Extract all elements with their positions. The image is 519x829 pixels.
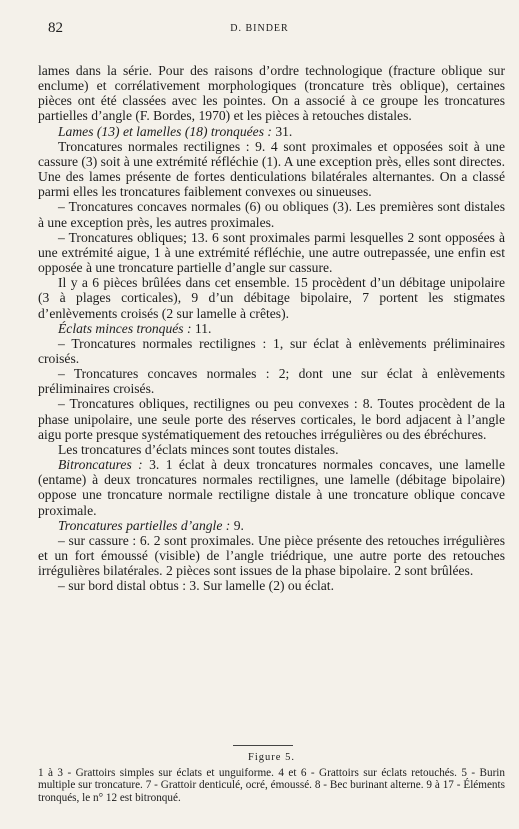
paragraph-text: Les troncatures d’éclats minces sont toutes distales. — [58, 441, 339, 457]
section-heading: Bitroncatures : — [58, 457, 150, 473]
paragraph — [38, 442, 505, 457]
paragraph — [38, 366, 505, 396]
figure-title: Figure 5. — [248, 752, 295, 763]
section-heading: Troncatures partielles d’angle : — [58, 517, 234, 533]
paragraph — [38, 518, 505, 533]
section-heading: Éclats minces tronqués : — [58, 320, 195, 336]
paragraph — [38, 457, 505, 518]
section-heading: Lames (13) et lamelles (18) tronquées : — [58, 123, 276, 139]
paragraph-text: – Troncatures normales rectilignes : 1, sur éclat à enlèvements préliminaires croisés. — [38, 335, 505, 366]
caption-divider — [233, 745, 293, 746]
paragraph-text: lames dans la série. Pour des raisons d’ordre technologique (fracture oblique sur enclume) et corrélativement morphologiques (troncature très oblique), certaines pièces ont été classées avec les pointes. On a associé à ce groupe les troncatures partielles d’angle (F. Bordes, 1970) et les pièces à retouches distales. — [38, 63, 505, 124]
section-count: 31. — [275, 123, 293, 139]
paragraph-text: – Troncatures obliques; 13. 6 sont proximales parmi lesquelles 2 sont opposées à une extrémité aigue, 1 à une extrémité réfléchie, une autre outrepassée, une enfin est opposée à une troncature partielle d’angle sur cassure. — [38, 229, 505, 276]
paragraph-text: – Troncatures obliques, rectilignes ou peu convexes : 8. Toutes procèdent de la phase unipolaire, une seule porte des réserves corticales, le bord adjacent à l’angle aigu porte presque systématiquement des retouches irrégulières ou des ébréchures. — [38, 396, 505, 442]
paragraph — [38, 578, 505, 593]
figure-caption: 1 à 3 - Grattoirs simples sur éclats et unguiforme. 4 et 6 - Grattoirs sur éclats retouchés. 5 - Burin multiple sur troncature. 7 - Grattoir denticulé, ocré, émoussé. 8 - Bec burinant alterne. 9 à 17 - Éléments tronqués, le n° 12 est bitronqué. — [38, 767, 505, 804]
paragraph — [38, 124, 505, 139]
page-number: 82 — [48, 20, 63, 36]
paragraph-text: – sur cassure : 6. 2 sont proximales. Une pièce présente des retouches irrégulières et un fort émoussé (visible) de l’angle triédrique, une autre porte des retouches irrégulières bilatérales. 2 pièces sont issues de la phase bipolaire. 2 sont brûlées. — [38, 532, 505, 579]
running-head: D. BINDER — [230, 23, 289, 34]
body-text — [38, 63, 505, 593]
section-count: 3. 1 éclat à deux troncatures normales concaves, une lamelle (entame) à deux troncatures normales rectilignes, une lamelle (débitage bipolaire) oppose une troncature normale rectiligne distale à une troncature oblique concave proximale. — [38, 457, 505, 518]
paragraph-text: Il y a 6 pièces brûlées dans cet ensemble. 15 procèdent d’un débitage unipolaire (3 à plages corticales), 9 d’un débitage bipolaire, 7 portent les stigmates d’enlèvements croisés (2 sur lamelle à crêtes). — [38, 275, 505, 321]
paragraph — [38, 139, 505, 200]
paragraph-text: Troncatures normales rectilignes : 9. 4 sont proximales et opposées soit à une cassure (3) soit à une extrémité réfléchie (1). A une exception près, elles sont directes. Une des lames présente de fortes denticulations bilatérales alternantes. On a classé parmi elles les troncatures faiblement convexes ou sinueuses. — [38, 138, 505, 200]
section-count: 9. — [233, 517, 244, 533]
page-header — [22, 20, 497, 42]
paragraph-text: – Troncatures concaves normales : 2; dont une sur éclat à enlèvements préliminaires croisés. — [38, 366, 505, 397]
paragraph — [38, 336, 505, 366]
paragraph — [38, 63, 505, 124]
paragraph — [38, 533, 505, 578]
section-count: 11. — [194, 320, 212, 336]
paragraph — [38, 396, 505, 441]
paragraph — [38, 230, 505, 275]
paragraph — [38, 199, 505, 229]
paragraph — [38, 321, 505, 336]
paragraph-text: – sur bord distal obtus : 3. Sur lamelle (2) ou éclat. — [58, 578, 334, 594]
paragraph — [38, 275, 505, 320]
paragraph-text: – Troncatures concaves normales (6) ou obliques (3). Les premières sont distales à une exception près, les autres proximales. — [38, 199, 505, 230]
